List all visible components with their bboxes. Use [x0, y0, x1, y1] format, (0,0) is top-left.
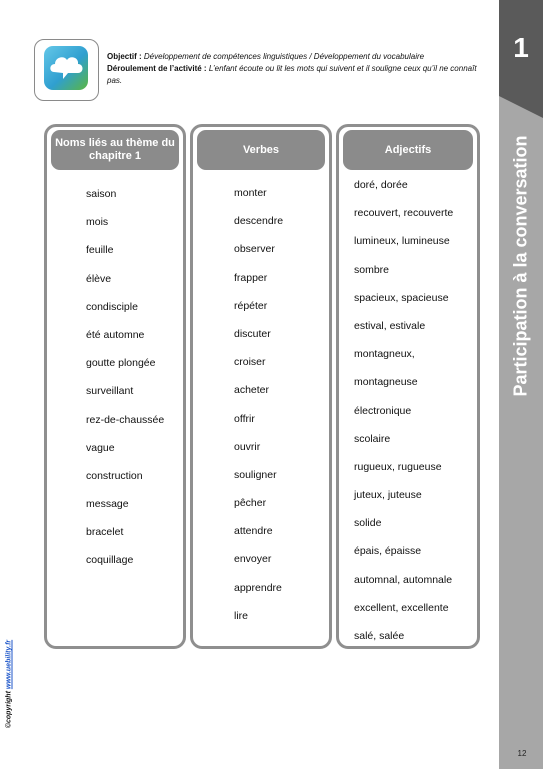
list-item: discuter [234, 327, 271, 340]
list-item: scolaire [354, 432, 391, 445]
activity-label: Déroulement de l’activité : [107, 64, 207, 73]
list-item: goutte plongée [86, 357, 156, 370]
list-item: lumineux, lumineuse [354, 235, 450, 248]
list-item: juteux, juteuse [354, 489, 422, 502]
list-item: automnal, automnale [354, 573, 453, 586]
list-item: monter [234, 187, 267, 199]
objective-line [107, 51, 477, 63]
list-item: feuille [86, 244, 114, 257]
chapter-number: 1 [513, 32, 529, 63]
list-item: estival, estivale [354, 319, 426, 332]
list-item: mois [86, 216, 109, 229]
list-item: bracelet [86, 526, 124, 539]
page-number: 12 [517, 749, 527, 758]
list-item: croiser [234, 356, 266, 369]
list-item: spacieux, spacieuse [354, 291, 449, 304]
list-item: recouvert, recouverte [354, 207, 454, 220]
list-item: rugueux, rugueuse [354, 460, 442, 473]
chapter-box-notch [499, 96, 543, 118]
list-item: souligner [234, 468, 277, 481]
list-item: pêcher [234, 497, 267, 510]
list-item: été automne [86, 328, 145, 341]
list-item: répéter [234, 299, 268, 312]
verbs-column [190, 124, 332, 649]
list-item: montagneux, [354, 348, 415, 361]
column-header: Adjectifs [343, 130, 473, 170]
list-item: épais, épaisse [354, 545, 422, 558]
list-item: attendre [234, 525, 273, 538]
list-item: descendre [234, 215, 284, 228]
nouns-column [44, 124, 186, 649]
list-item: ouvrir [234, 440, 261, 453]
column-header: Verbes [197, 130, 325, 170]
list-item: observer [234, 243, 275, 256]
activity-line [107, 63, 477, 87]
column-header: Noms liés au thème du chapitre 1 [51, 130, 179, 170]
list-item: apprendre [234, 581, 282, 594]
copyright-link[interactable]: www.uebility.fr [5, 639, 13, 690]
adjectives-column [336, 124, 480, 649]
list-item: rez-de-chaussée [86, 413, 165, 426]
list-item: sombre [354, 263, 390, 276]
list-item: construction [86, 469, 143, 482]
word-list [86, 186, 164, 581]
list-item: frapper [234, 271, 268, 284]
list-item: condisciple [86, 300, 138, 313]
chapter-title: Participation à la conversation [510, 135, 531, 397]
objective-label: Objectif : [107, 52, 142, 61]
list-item: offrir [234, 412, 255, 425]
list-item: saison [86, 188, 117, 200]
list-item: lire [234, 609, 249, 622]
activity-description [107, 51, 477, 87]
activity-logo [34, 39, 99, 101]
list-item: message [86, 498, 129, 511]
list-item: envoyer [234, 553, 272, 566]
list-item: acheter [234, 384, 270, 397]
activity-text: L’enfant écoute ou lit les mots qui suivent et il souligne ceux qu’il ne connaît pas. [107, 64, 477, 85]
list-item: surveillant [86, 385, 134, 398]
list-item: solide [354, 517, 382, 530]
copyright-label: ©copyright [5, 691, 13, 729]
list-item: élève [86, 272, 112, 285]
list-item: montagneuse [354, 376, 418, 389]
speech-cloud-icon [44, 46, 88, 90]
list-item: vague [86, 441, 115, 454]
list-item: doré, dorée [354, 179, 408, 191]
list-item: salé, salée [354, 630, 405, 642]
list-item: excellent, excellente [354, 601, 449, 614]
word-list [354, 177, 453, 656]
word-list [234, 185, 283, 636]
list-item: électronique [354, 404, 412, 417]
list-item: coquillage [86, 554, 134, 567]
copyright-notice [6, 640, 13, 728]
objective-text: Développement de compétences linguistiques / Développement du vocabulaire [143, 52, 425, 61]
